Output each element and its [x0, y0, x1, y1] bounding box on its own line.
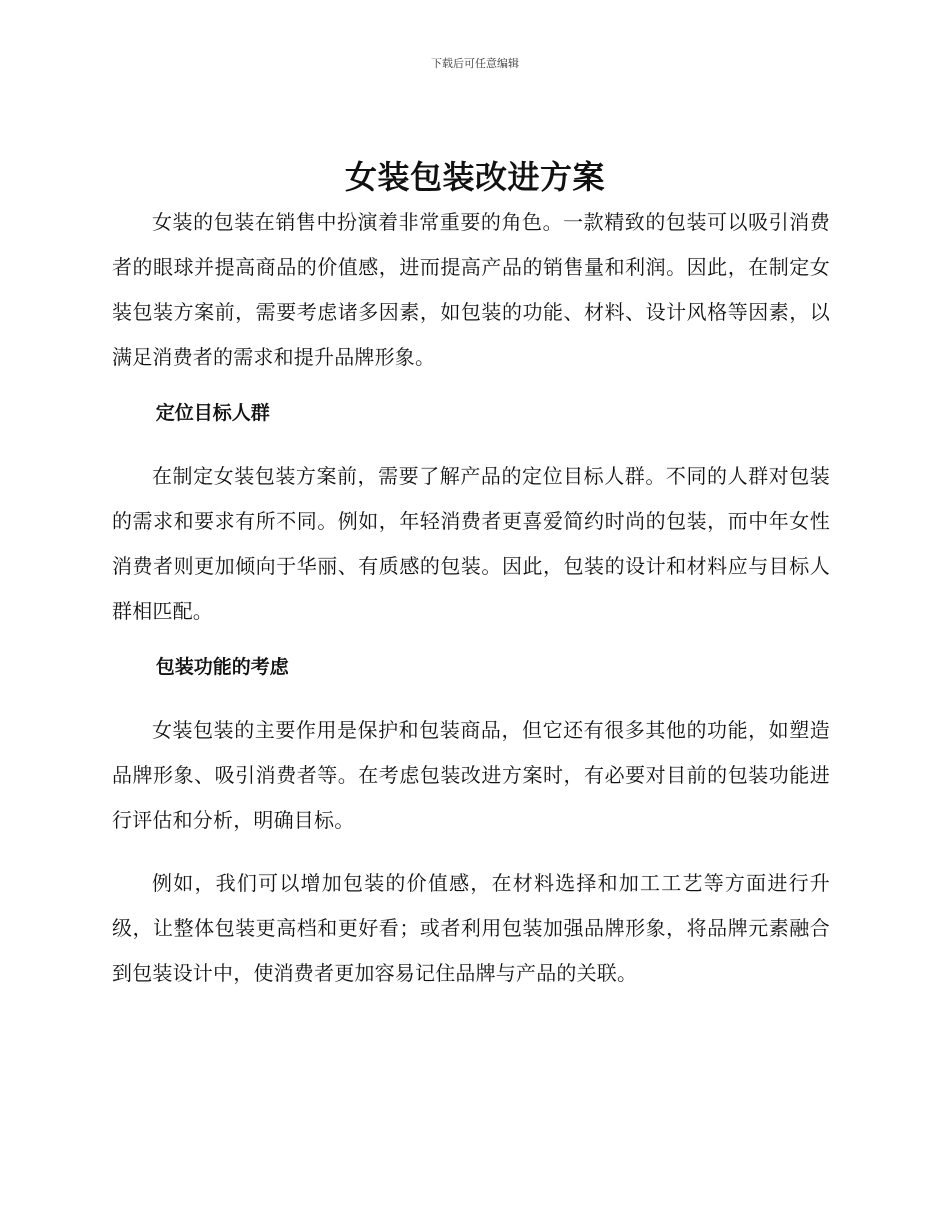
page-title: 女装包装改进方案: [344, 158, 605, 196]
header-note: 下载后可任意编辑: [431, 57, 519, 70]
document-body: [112, 200, 830, 1014]
example-paragraph: 例如，我们可以增加包装的价值感，在材料选择和加工工艺等方面进行升级，让整体包装更高档和更好看；或者利用包装加强品牌形象，将品牌元素融合到包装设计中，使消费者更加容易记住品牌与产品的关联。: [112, 871, 830, 985]
section-heading-packaging-function: 包装功能的考虑: [155, 656, 289, 678]
intro-paragraph: 女装的包装在销售中扮演着非常重要的角色。一款精致的包装可以吸引消费者的眼球并提高商品的价值感，进而提高产品的销售量和利润。因此，在制定女装包装方案前，需要考虑诸多因素，如包装的功能、材料、设计风格等因素，以满足消费者的需求和提升品牌形象。: [112, 210, 830, 369]
target-audience-paragraph: 在制定女装包装方案前，需要了解产品的定位目标人群。不同的人群对包装的需求和要求有所不同。例如，年轻消费者更喜爱简约时尚的包装，而中年女性消费者则更加倾向于华丽、有质感的包装。因此，包装的设计和材料应与目标人群相匹配。: [112, 464, 830, 623]
section-heading-target-audience: 定位目标人群: [155, 402, 270, 424]
packaging-function-paragraph: 女装包装的主要作用是保护和包装商品，但它还有很多其他的功能，如塑造品牌形象、吸引消费者等。在考虑包装改进方案时，有必要对目前的包装功能进行评估和分析，明确目标。: [112, 718, 830, 832]
